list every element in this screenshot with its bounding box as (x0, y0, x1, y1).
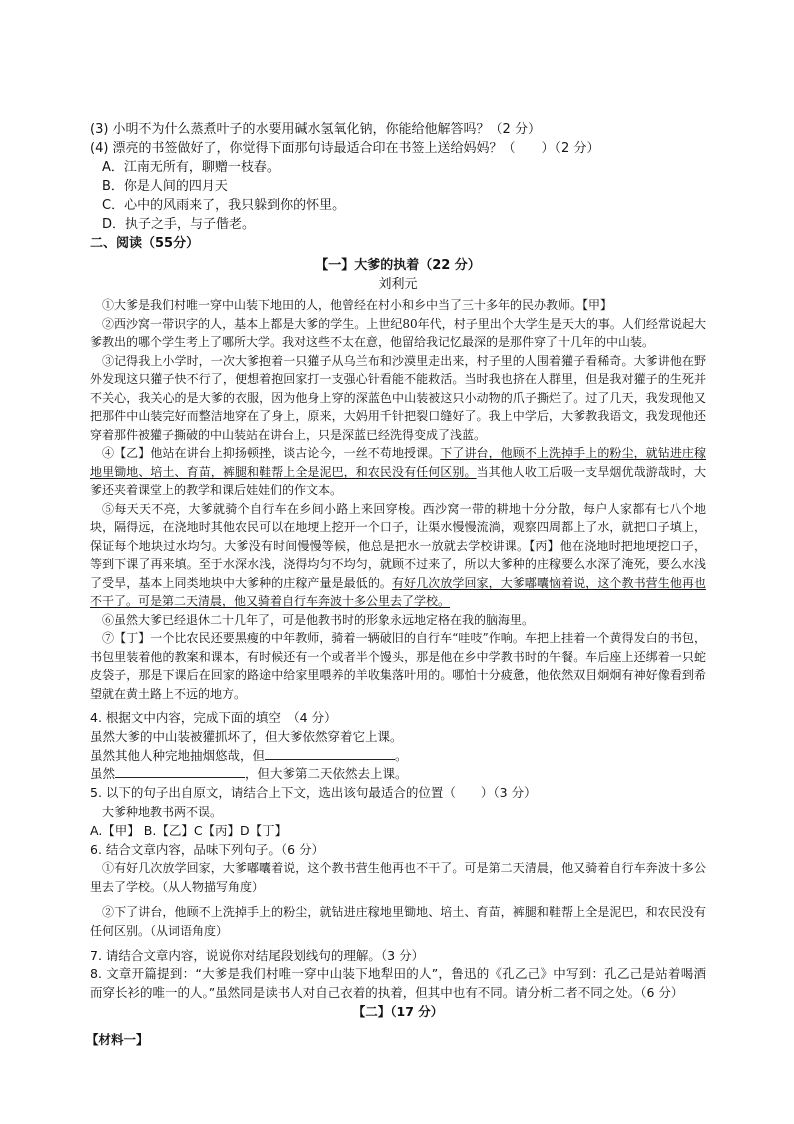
question-5-prompt: 5. 以下的句子出自原文，请结合上下文，选出该句最适合的位置（ ）（3 分） (90, 785, 537, 801)
underlined-sentence-2: 有好几次放学回家，大爹嘟囔恼着说，这个教书营生他再也不干了。可是第二天清晨，他又骑着自行车奔波十多公里去了学校。 (90, 575, 706, 608)
paragraph-2: ②西沙窝一带识字的人，基本上都是大爹的学生。上世纪80年代，村子里出个大学生是天大的事。人们经常说起大爹教出的哪个学生考上了哪所大学。我对这些不太在意，他留给我记忆最深的是那件穿了十几年的中山装。 (90, 316, 706, 349)
option-b: B．你是人间的四月天 (102, 179, 228, 194)
option-c: C．心中的风雨来了，我只躲到你的怀里。 (102, 198, 346, 213)
paragraph-6: ⑥虽然大爹已经退休二十几年了，可是他教书时的形象永远地定格在我的脑海里。 (102, 612, 535, 627)
section-title: 二、阅读（55分） (90, 236, 200, 251)
material-1-label: 【材料一】 (86, 1031, 149, 1047)
article-author: 刘利元 (378, 277, 418, 292)
paragraph-5 (90, 500, 706, 611)
paragraph-4 (90, 444, 706, 500)
option-d: D．执子之手，与子偕老。 (102, 217, 256, 232)
fill-line-3-suffix: ，但大爹第二天依然去上课。 (245, 766, 408, 782)
fill-line-3-prefix: 虽然 (90, 766, 116, 782)
fill-line-2 (90, 747, 706, 766)
fill-line-2-prefix: 虽然其他人种完地抽烟悠哉，但 (90, 747, 266, 763)
paragraph-4-text-end: 当其他人收工后吸一支旱烟优哉游哉时，大爹还夹着课堂上的教学和课后娃娃们的作文本。 (90, 464, 706, 497)
question-5-options: A.【甲】 B.【乙】C【丙】D【丁】 (90, 822, 288, 838)
paragraph-4-text: ④【乙】他站在讲台上抑扬顿挫，谈古论今，一丝不苟地授课。 (102, 446, 441, 460)
paragraph-7: ⑦【丁】一个比农民还要黑瘦的中年教师，骑着一辆破旧的自行车“哇吱”作响。车把上挂着一个黄得发白的书包，书包里装着他的教案和课本，有时候还有一个或者半个馒头，那是他在乡中学教书时的午餐。车后座上还绑着一只蛇皮袋子，那是下课后在回家的路途中给家里喂养的羊收集落叶用的。哪怕十分疲惫，他依然双目炯炯有神好像看到希望就在黄土路上不远的地方。 (90, 631, 706, 701)
answer-blank (265, 747, 395, 760)
question-6-prompt: 6. 结合文章内容，品味下列句子。（6 分） (90, 841, 325, 857)
option-a: A．江南无所有，聊赠一枝春。 (102, 160, 280, 175)
reading-questions (90, 709, 706, 1003)
underlined-sentence-1: 下了讲台，他顾不上洗掉手上的粉尘，就钻进庄稼地里锄地、培土、育苗，裤腿和鞋帮上全是泥巴，和农民没有任何区别。 (90, 446, 706, 479)
paragraph-5-text: ⑤每天天不亮，大爹就骑个自行车在乡间小路上来回穿梭。西沙窝一带的耕地十分分散，每户人家都有七八个地块，隔得远，在浇地时其他农民可以在地埂上挖开一个口子，让渠水慢慢流淌，观察四周都上了水，就把口子填上，保证每个地块过水均匀。大爹没有时间慢慢等候，他总是把水一放就去学校讲课。【丙】他在浇地时把地埂挖口子，等到下课了再来填。至于水深水浅，浇得均匀不均匀，就顾不过来了，所以大爹种的庄稼要么水深了淹死，要么水浅了受旱，基本上同类地块中大爹种的庄稼产量是最低的。 (90, 501, 706, 590)
reading-article (90, 256, 706, 703)
question-4-prompt: 4. 根据文中内容，完成下面的填空 （4 分） (90, 710, 337, 725)
question-6-item-1: ①有好几次放学回家，大爹嘟囔着说，这个教书营生他再也不干了。可是第二天清晨，他又骑着自行车奔波十多公里去了学校。（从人物描写角度） (90, 861, 706, 895)
answer-blank (115, 765, 245, 778)
fill-line-2-suffix: 。 (395, 747, 408, 763)
part-2-title: 【二】（17 分） (352, 1003, 444, 1019)
fill-line-3 (90, 765, 706, 784)
question-6-item-2: ②下了讲台，他顾不上洗掉手上的粉尘，就钻进庄稼地里锄地、培土、育苗，裤腿和鞋帮上全是泥巴，和农民没有任何区别。（从词语角度） (90, 904, 706, 938)
question-7: 7. 请结合文章内容，说说你对结尾段划线句的理解。（3 分） (90, 947, 425, 963)
paragraph-3: ③记得我上小学时，一次大爹抱着一只獾子从乌兰布和沙漠里走出来，村子里的人围着獾子看稀奇。大爹讲他在野外发现这只獾子快不行了，便想着抱回家打一支强心针看能不能救活。当时我也挤在人群里，但是我对獾子的生死并不关心，我关心的是大爹的衣服，因为他身上穿的深蓝色中山装被这只小动物的爪子撕烂了。过了几天，我发现他又把那件中山装完好而整洁地穿在了身上，原来，大妈用千针把裂口缝好了。我上中学后，大爹教我语文，我发现他还穿着那件被獾子撕破的中山装站在讲台上，只是深蓝已经洗得变成了浅蓝。 (90, 353, 706, 442)
fill-line-1: 虽然大爹的中山装被獾抓坏了，但大爹依然穿着它上课。 (90, 728, 403, 744)
question-5-sentence: 大爹种地教书两不误。 (102, 804, 223, 819)
previous-questions (90, 120, 706, 254)
question-8: 8. 文章开篇提到：“大爹是我们村唯一穿中山装下地犁田的人”，鲁迅的《孔乙己》中写到：孔乙己是站着喝酒而穿长衫的唯一的人。”虽然同是读书人对自己衣着的执着，但其中也有不同。请分析二者不同之处。（6 分） (90, 966, 706, 1001)
paragraph-1: ①大爹是我们村唯一穿中山装下地田的人，他曾经在村小和乡中当了三十多年的民办教师。【甲】 (102, 298, 613, 312)
article-title: 【一】大爹的执着（22 分） (315, 258, 481, 273)
question-4: (4) 漂亮的书签做好了，你觉得下面那句诗最适合印在书签上送给妈妈？（ ）（2 分） (90, 141, 600, 156)
question-3: (3) 小明不为什么蒸煮叶子的水要用碱水氢氧化钠，你能给他解答吗？（2 分） (90, 122, 541, 137)
exam-content (86, 120, 706, 1049)
